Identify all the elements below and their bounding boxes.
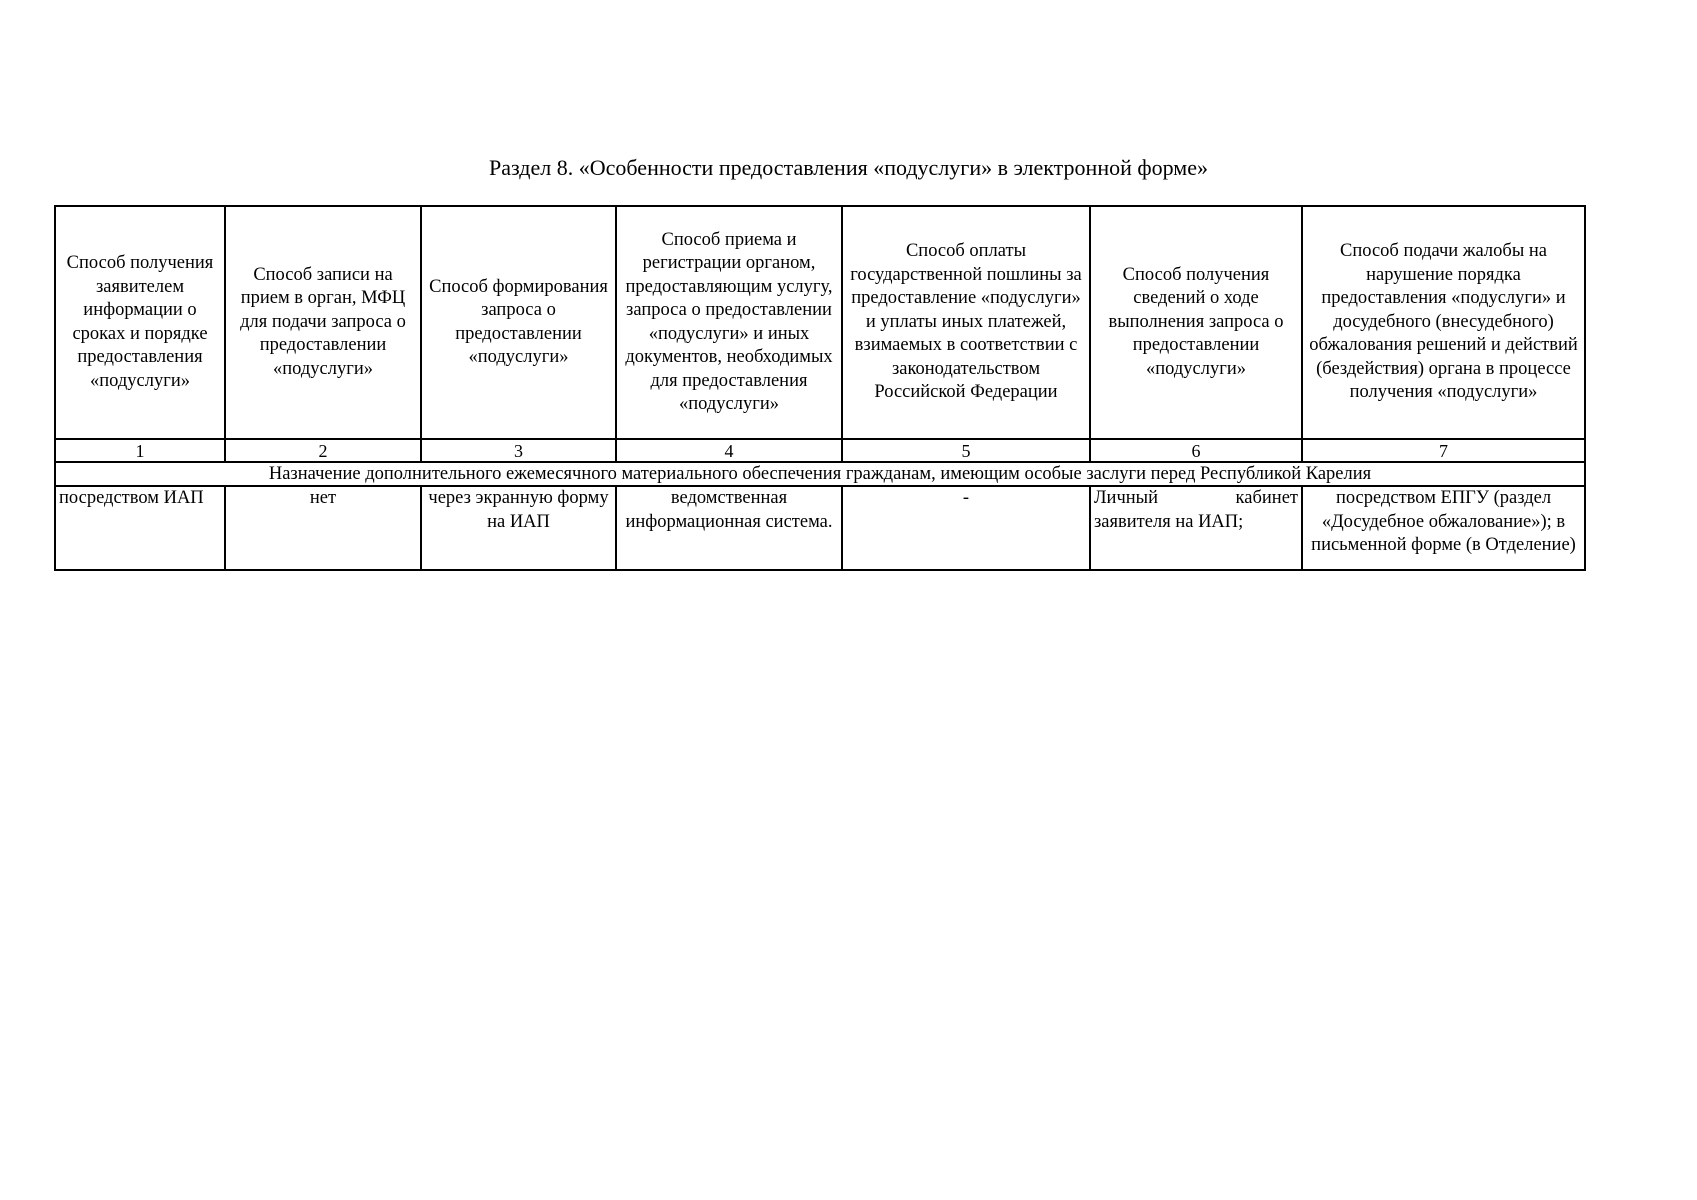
- header-cell-6: Способ получения сведений о ходе выполнения запроса о предоставлении «подуслуги»: [1090, 206, 1302, 439]
- row-cell-complaint-method: посредством ЕПГУ (раздел «Досудебное обжалование»); в письменной форме (в Отделение): [1302, 486, 1585, 570]
- section-title: Назначение дополнительного ежемесячного материального обеспечения гражданам, имеющим особые заслуги перед Республикой Карелия: [55, 462, 1585, 486]
- header-cell-2: Способ записи на прием в орган, МФЦ для подачи запроса о предоставлении «подуслуги»: [225, 206, 421, 439]
- header-cell-1: Способ получения заявителем информации о сроках и порядке предоставления «подуслуги»: [55, 206, 225, 439]
- column-number-row: [55, 439, 1585, 462]
- column-number-3: 3: [421, 439, 616, 462]
- header-cell-3: Способ формирования запроса о предоставлении «подуслуги»: [421, 206, 616, 439]
- row-cell-registration-method: ведомственная информационная система.: [616, 486, 842, 570]
- page-title: Раздел 8. «Особенности предоставления «подуслуги» в электронной форме»: [489, 155, 1208, 180]
- services-table: [54, 205, 1586, 571]
- column-number-7: 7: [1302, 439, 1585, 462]
- row-cell-payment-method: -: [842, 486, 1090, 570]
- header-cell-5: Способ оплаты государственной пошлины за предоставление «подуслуги» и уплаты иных платежей, взимаемых в соответствии с законодательством Российской Федерации: [842, 206, 1090, 439]
- status-method-line-1: Личный кабинет: [1094, 488, 1298, 508]
- section-row: [55, 462, 1585, 486]
- table-row: [55, 486, 1585, 570]
- header-row: [55, 206, 1585, 439]
- row-cell-appointment-method: нет: [225, 486, 421, 570]
- column-number-6: 6: [1090, 439, 1302, 462]
- column-number-2: 2: [225, 439, 421, 462]
- row-cell-info-method: посредством ИАП: [55, 486, 225, 570]
- header-cell-7: Способ подачи жалобы на нарушение порядка предоставления «подуслуги» и досудебного (внесудебного) обжалования решений и действий (бездействия) органа в процессе получения «подуслуги»: [1302, 206, 1585, 439]
- column-number-4: 4: [616, 439, 842, 462]
- row-cell-status-method: [1090, 486, 1302, 570]
- column-number-1: 1: [55, 439, 225, 462]
- column-number-5: 5: [842, 439, 1090, 462]
- header-cell-4: Способ приема и регистрации органом, предоставляющим услугу, запроса о предоставлении «подуслуги» и иных документов, необходимых для предоставления «подуслуги»: [616, 206, 842, 439]
- status-method-line-2: заявителя на ИАП;: [1094, 511, 1244, 532]
- row-cell-request-method: через экранную форму на ИАП: [421, 486, 616, 570]
